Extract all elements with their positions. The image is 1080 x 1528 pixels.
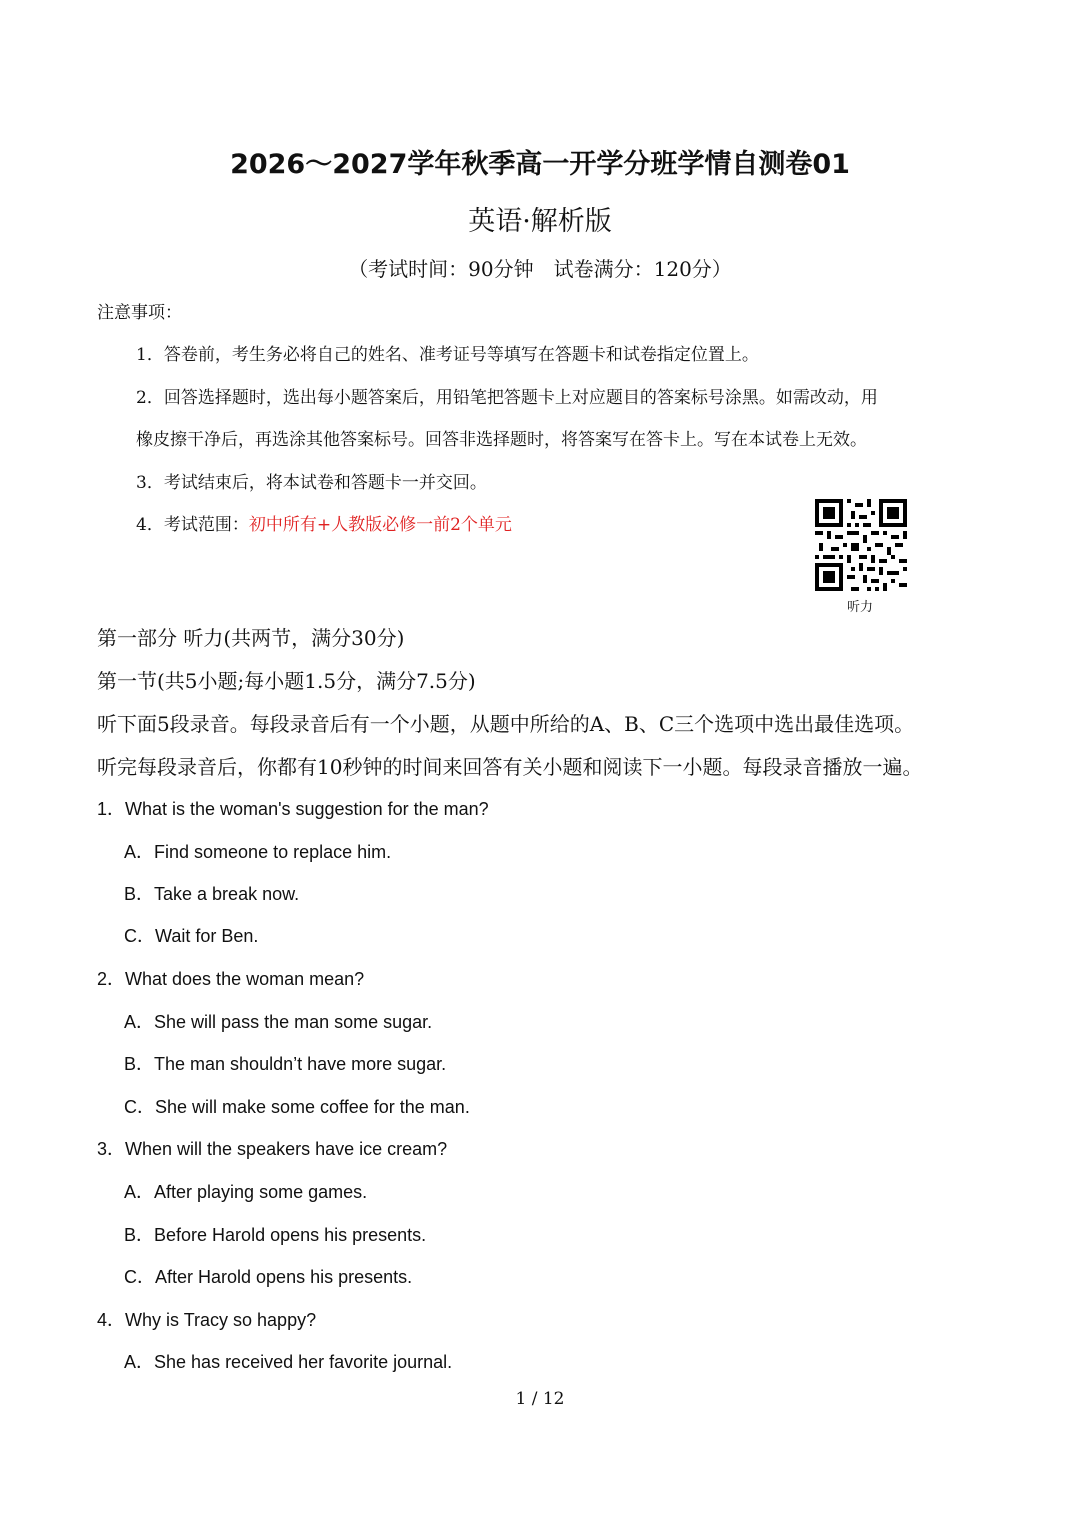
answer-option [124, 922, 258, 948]
answer-option [124, 1093, 470, 1119]
notice-item-continued: 橡皮擦干净后，再选涂其他答案标号。回答非选择题时，将答案写在答卡上。写在本试卷上无效。 [136, 430, 867, 450]
option-text: Take a break now. [154, 884, 300, 904]
option-label: A． [124, 842, 155, 862]
answer-option [124, 1221, 426, 1247]
scope-value: 初中所有+人教版必修一前2个单元 [248, 515, 512, 535]
section-heading: 第一节(共5小题;每小题1.5分，满分7.5分) [97, 669, 476, 693]
question-number: 1． [97, 799, 126, 819]
option-label: A． [124, 1352, 155, 1372]
question [97, 795, 489, 821]
option-label: B． [124, 884, 155, 904]
question-text: Why is Tracy so happy? [125, 1310, 317, 1330]
notice-scope [136, 510, 512, 535]
answer-option [124, 1050, 446, 1076]
option-text: After Harold opens his presents. [155, 1267, 413, 1287]
option-label: C． [124, 1267, 155, 1287]
notice-item: 1．答卷前，考生务必将自己的姓名、准考证号等填写在答题卡和试卷指定位置上。 [136, 345, 759, 365]
option-label: B． [124, 1225, 155, 1245]
question [97, 965, 364, 991]
part-heading: 第一部分 听力(共两节，满分30分) [97, 626, 405, 650]
exam-info: （考试时间：90分钟 试卷满分：120分） [348, 257, 732, 281]
option-label: C． [124, 926, 155, 946]
answer-option [124, 1263, 412, 1289]
option-text: Before Harold opens his presents. [154, 1225, 427, 1245]
option-text: The man shouldn’t have more sugar. [154, 1054, 447, 1074]
question [97, 1306, 316, 1332]
option-label: B． [124, 1054, 155, 1074]
qr-label: 听力 [847, 600, 874, 615]
question-text: When will the speakers have ice cream? [125, 1139, 448, 1159]
question-text: What is the woman's suggestion for the man? [125, 799, 489, 819]
question [97, 1135, 447, 1161]
instruction-line: 听下面5段录音。每段录音后有一个小题，从题中所给的A、B、C三个选项中选出最佳选项。 [97, 712, 915, 736]
notice-item: 2．回答选择题时，选出每小题答案后，用铅笔把答题卡上对应题目的答案标号涂黑。如需改动，用 [136, 388, 878, 408]
option-text: Find someone to replace him. [154, 842, 392, 862]
scope-label: 4．考试范围： [136, 515, 249, 535]
qr-code-icon [815, 499, 907, 591]
page-number: 1 / 12 [515, 1389, 565, 1409]
notice-item: 3．考试结束后，将本试卷和答题卡一并交回。 [136, 473, 487, 493]
option-text: Wait for Ben. [155, 926, 259, 946]
notice-heading: 注意事项： [97, 303, 182, 323]
paper-title: 2026～2027学年秋季高一开学分班学情自测卷01 [230, 149, 850, 180]
option-text: She will pass the man some sugar. [154, 1012, 433, 1032]
answer-option [124, 1348, 452, 1374]
question-number: 3． [97, 1139, 126, 1159]
question-number: 4． [97, 1310, 126, 1330]
option-text: She will make some coffee for the man. [155, 1097, 470, 1117]
instruction-line: 听完每段录音后，你都有10秒钟的时间来回答有关小题和阅读下一小题。每段录音播放一遍。 [97, 755, 923, 779]
question-number: 2． [97, 969, 126, 989]
option-text: She has received her favorite journal. [154, 1352, 453, 1372]
question-text: What does the woman mean? [125, 969, 365, 989]
answer-option [124, 838, 391, 864]
answer-option [124, 1178, 367, 1204]
option-label: C． [124, 1097, 155, 1117]
option-label: A． [124, 1012, 155, 1032]
option-label: A． [124, 1182, 155, 1202]
answer-option [124, 880, 299, 906]
paper-subtitle: 英语·解析版 [468, 206, 612, 237]
option-text: After playing some games. [154, 1182, 368, 1202]
answer-option [124, 1008, 432, 1034]
